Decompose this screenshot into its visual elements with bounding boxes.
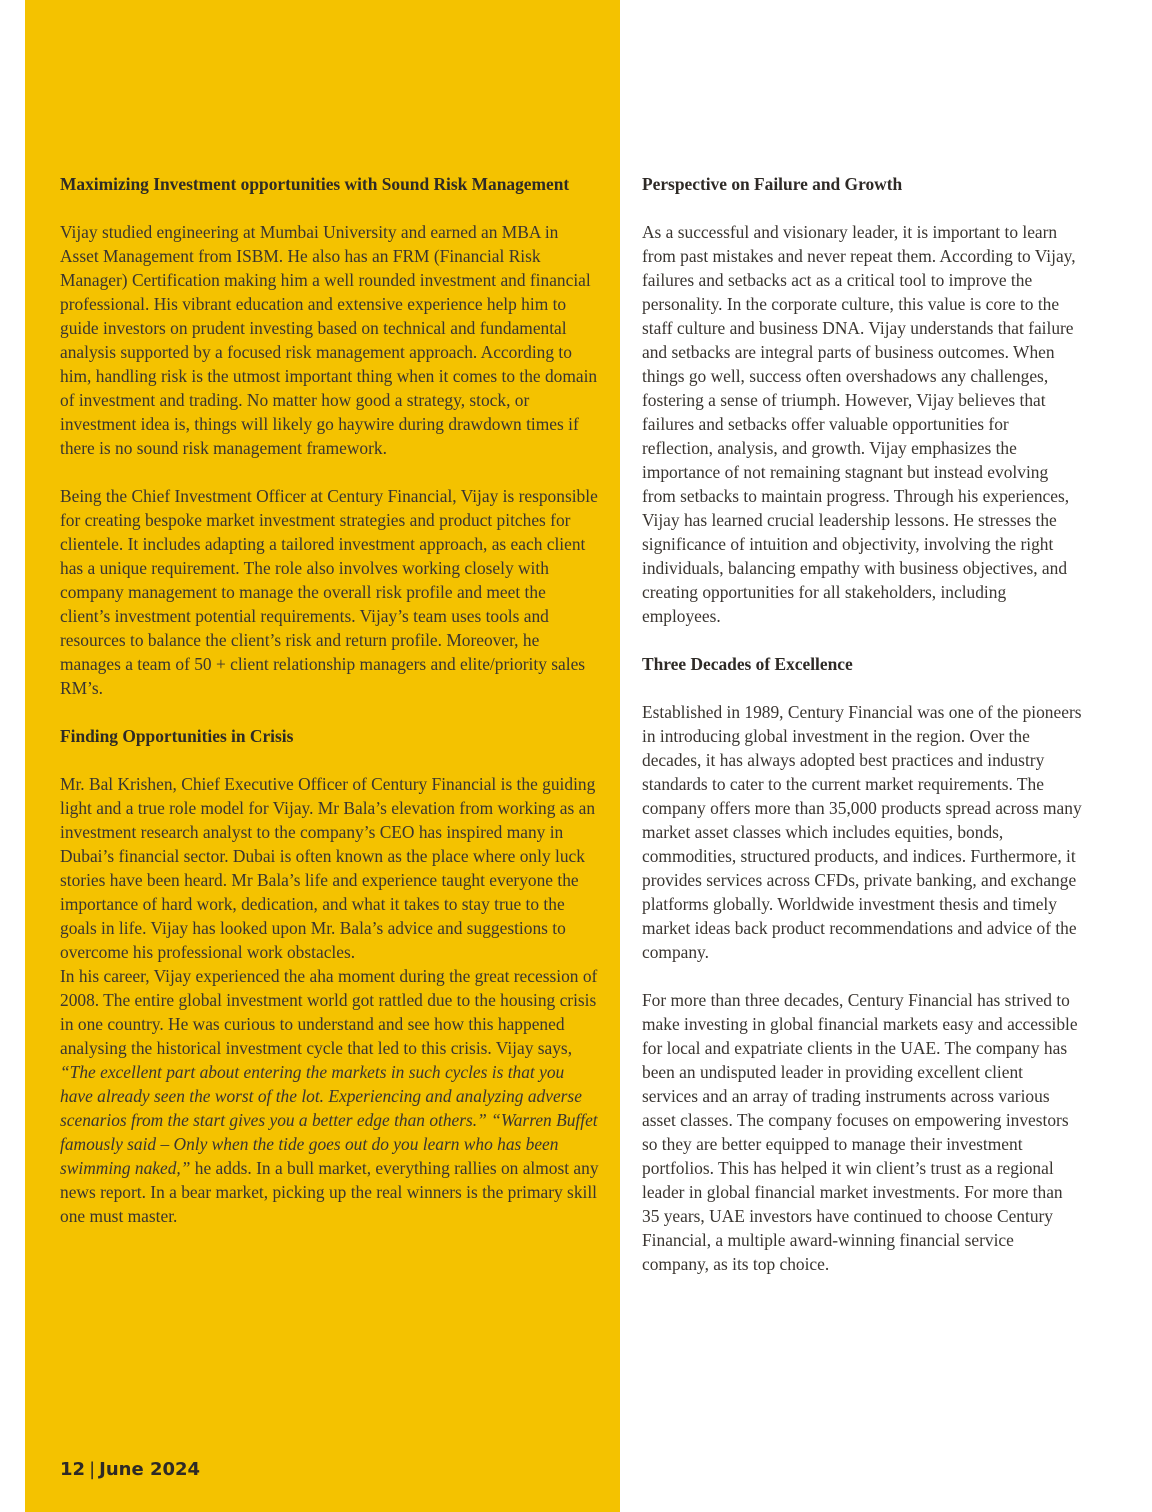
section-heading-three-decades: Three Decades of Excellence	[642, 654, 853, 674]
vijay-quote: “The excellent part about entering the markets in such cycles is that you have already seen the worst of the lot. Experiencing and analyzing adverse scenarios from the start gives you a better edge than others.” “Warren Buffet famously said – Only when the tide goes out do you learn who has been swimming naked,”	[60, 1062, 598, 1178]
paragraph-education: Vijay studied engineering at Mumbai University and earned an MBA in Asset Management from ISBM. He also has an FRM (Financial Risk Manager) Certification making him a well rounded investment and financial professional. His vibrant education and extensive experience help him to guide investors on prudent investing based on technical and fundamental analysis supported by a focused risk management approach. According to him, handling risk is the utmost important thing when it comes to the domain of investment and trading. No matter how good a strategy, stock, or investment idea is, things will likely go haywire during drawdown times if there is no sound risk management framework.	[60, 222, 598, 458]
left-column	[60, 172, 600, 1228]
section-heading-crisis: Finding Opportunities in Crisis	[60, 726, 294, 746]
recession-text-start: In his career, Vijay experienced the aha moment during the great recession of 2008. The entire global investment world got rattled due to the housing crisis in one country. He was curious to understand and see how this happened analysing the historical investment cycle that led to this crisis. Vijay says,	[60, 966, 598, 1058]
paragraph-ceo-mentor: Mr. Bal Krishen, Chief Executive Officer of Century Financial is the guiding light and a true role model for Vijay. Mr Bala’s elevation from working as an investment research analyst to the company’s CEO has inspired many in Dubai’s financial sector. Dubai is often known as the place where only luck stories have been heard. Mr Bala’s life and experience taught everyone the importance of hard work, dedication, and what it takes to stay true to the goals in life. Vijay has looked upon Mr. Bala’s advice and suggestions to overcome his professional work obstacles.	[60, 774, 596, 962]
paragraph-established: Established in 1989, Century Financial was one of the pioneers in introducing global investment in the region. Over the decades, it has always adopted best practices and industry standards to cater to the current market requirements. The company offers more than 35,000 products spread across many market asset classes which includes equities, bonds, commodities, structured products, and indices. Furthermore, it provides services across CFDs, private banking, and exchange platforms globally. Worldwide investment thesis and timely market ideas back product recommendations and advice of the company.	[642, 702, 1082, 962]
paragraph-three-decades: For more than three decades, Century Financial has strived to make investing in global financial markets easy and accessible for local and expatriate clients in the UAE. The company has been an undisputed leader in providing excellent client services and an array of trading instruments across various asset classes. The company focuses on empowering investors so they are better equipped to manage their investment portfolios. This has helped it win client’s trust as a regional leader in global financial market investments. For more than 35 years, UAE investors have continued to choose Century Financial, a multiple award-winning financial service company, as its top choice.	[642, 990, 1078, 1274]
right-column	[642, 172, 1082, 1276]
paragraph-failure-growth: As a successful and visionary leader, it is important to learn from past mistakes and never repeat them. According to Vijay, failures and setbacks act as a critical tool to improve the personality. In the corporate culture, this value is core to the staff culture and business DNA. Vijay understands that failure and setbacks are integral parts of business outcomes. When things go well, success often overshadows any challenges, fostering a sense of triumph. However, Vijay believes that failures and setbacks offer valuable opportunities for reflection, analysis, and growth. Vijay emphasizes the importance of not remaining stagnant but instead evolving from setbacks to maintain progress. Through his experiences, Vijay has learned crucial leadership lessons. He stresses the significance of intuition and objectivity, involving the right individuals, balancing empathy with business objectives, and creating opportunities for all stakeholders, including employees.	[642, 222, 1076, 626]
paragraph-cio-role: Being the Chief Investment Officer at Century Financial, Vijay is responsible for creating bespoke market investment strategies and product pitches for clientele. It includes adapting a tailored investment approach, as each client has a unique requirement. The role also involves working closely with company management to manage the overall risk profile and meet the client’s investment potential requirements. Vijay’s team uses tools and resources to balance the client’s risk and return profile. Moreover, he manages a team of 50 + client relationship managers and elite/priority sales RM’s.	[60, 486, 598, 698]
issue-date: June 2024	[99, 1459, 201, 1480]
section-heading-risk-management: Maximizing Investment opportunities with Sound Risk Management	[60, 174, 570, 194]
page-number: 12	[60, 1459, 86, 1480]
page-footer	[60, 1459, 200, 1480]
recession-text-end: he adds. In a bull market, everything rallies on almost any news report. In a bear market, picking up the real winners is the primary skill one must master.	[60, 1158, 599, 1226]
section-heading-failure-growth: Perspective on Failure and Growth	[642, 174, 903, 194]
footer-separator: |	[89, 1459, 96, 1480]
paragraph-recession	[60, 964, 600, 1228]
